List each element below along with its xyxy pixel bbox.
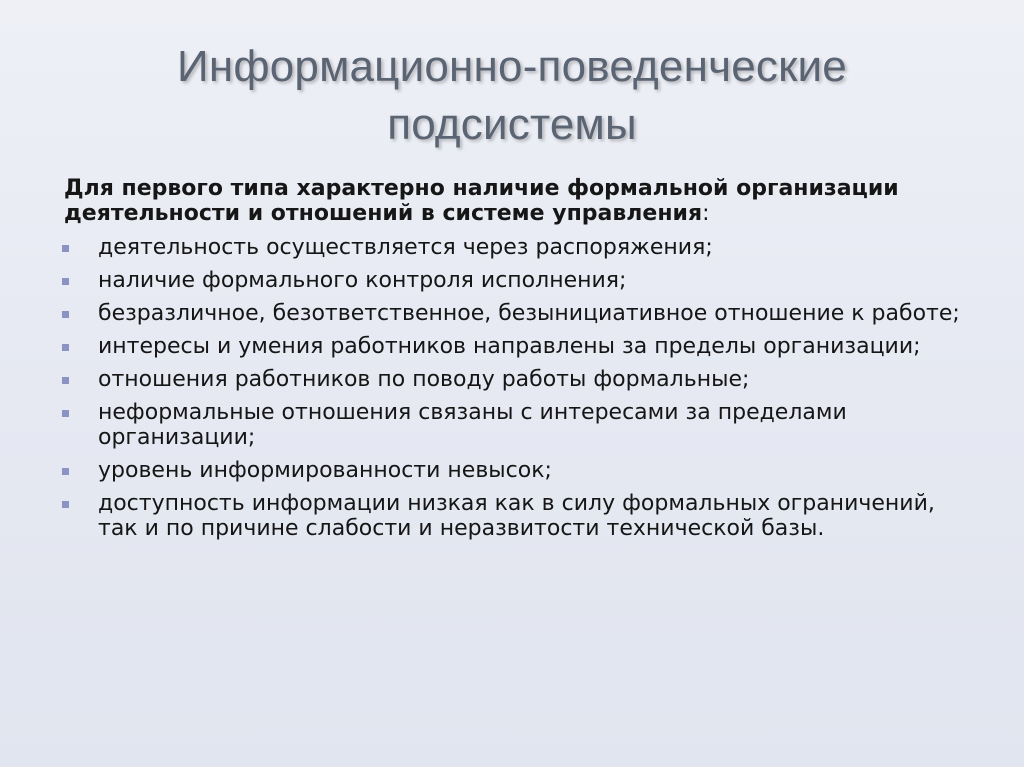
square-bullet-icon (62, 410, 69, 417)
intro-colon: : (702, 201, 710, 226)
list-item (58, 268, 978, 293)
square-bullet-icon (62, 344, 69, 351)
intro-paragraph (64, 176, 978, 226)
square-bullet-icon (62, 468, 69, 475)
slide-title-line-2: подсистемы (387, 100, 637, 149)
list-item-text: уровень информированности невысок; (98, 458, 552, 483)
slide-body (58, 176, 978, 549)
list-item (58, 400, 978, 450)
slide-title (0, 38, 1024, 154)
list-item-text: наличие формального контроля исполнения; (98, 268, 627, 293)
list-item (58, 334, 978, 359)
bullet-list (58, 235, 978, 541)
list-item (58, 458, 978, 483)
list-item-text: отношения работников по поводу работы формальные; (98, 367, 750, 392)
list-item-text: интересы и умения работников направлены за пределы организации; (98, 334, 921, 359)
list-item (58, 491, 978, 541)
list-item (58, 301, 978, 326)
square-bullet-icon (62, 377, 69, 384)
list-item-text: безразличное, безответственное, безынициативное отношение к работе; (98, 301, 960, 326)
slide-title-line-1: Информационно-поведенческие (177, 42, 847, 91)
list-item-text: доступность информации низкая как в силу формальных ограничений, так и по причине слабости и неразвитости технической базы. (98, 491, 935, 541)
list-item-text: деятельность осуществляется через распоряжения; (98, 235, 713, 260)
list-item-text: неформальные отношения связаны с интересами за пределами организации; (98, 400, 847, 450)
square-bullet-icon (62, 278, 69, 285)
list-item (58, 367, 978, 392)
list-item (58, 235, 978, 260)
square-bullet-icon (62, 311, 69, 318)
intro-text: Для первого типа характерно наличие формальной организации деятельности и отношений в системе управления (64, 176, 899, 226)
square-bullet-icon (62, 245, 69, 252)
square-bullet-icon (62, 501, 69, 508)
